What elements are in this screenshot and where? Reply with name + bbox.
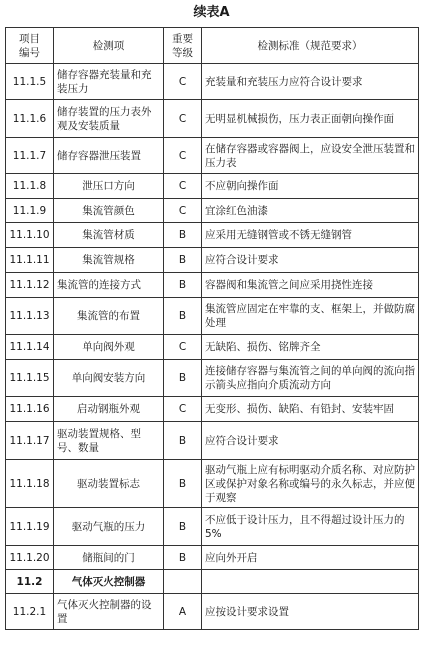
- header-level-line2: 等级: [172, 46, 193, 59]
- table-row: [6, 460, 419, 508]
- cell-standard: 无变形、损伤、缺陷、有铅封、安装牢固: [202, 397, 419, 422]
- cell-item-number: 11.1.7: [6, 138, 54, 174]
- cell-importance-level: B: [164, 223, 202, 248]
- cell-check-item: 气体灭火控制器: [54, 570, 164, 594]
- spec-table: [5, 27, 419, 630]
- header-level: [164, 28, 202, 64]
- table-row: [6, 100, 419, 138]
- cell-importance-level: A: [164, 594, 202, 630]
- cell-item-number: 11.1.11: [6, 248, 54, 273]
- cell-standard: 连接储存容器与集流管之间的单向阀的流向指示箭头应指向介质流动方向: [202, 360, 419, 397]
- cell-standard: 充装量和充装压力应符合设计要求: [202, 64, 419, 100]
- table-row: [6, 223, 419, 248]
- table-row: [6, 335, 419, 360]
- table-row: [6, 546, 419, 570]
- header-no: [6, 28, 54, 64]
- cell-importance-level: B: [164, 298, 202, 335]
- table-row: [6, 422, 419, 460]
- cell-importance-level: B: [164, 360, 202, 397]
- cell-standard: 应符合设计要求: [202, 248, 419, 273]
- table-row: [6, 174, 419, 199]
- cell-importance-level: C: [164, 100, 202, 138]
- cell-check-item: 储存容器泄压装置: [54, 138, 164, 174]
- table-row: [6, 397, 419, 422]
- cell-item-number: 11.1.16: [6, 397, 54, 422]
- cell-item-number: 11.1.6: [6, 100, 54, 138]
- cell-item-number: 11.1.19: [6, 508, 54, 546]
- cell-check-item: 集流管规格: [54, 248, 164, 273]
- cell-importance-level: C: [164, 138, 202, 174]
- cell-standard: 应符合设计要求: [202, 422, 419, 460]
- cell-item-number: 11.1.10: [6, 223, 54, 248]
- cell-importance-level: C: [164, 335, 202, 360]
- table-row: [6, 199, 419, 223]
- table-row: [6, 64, 419, 100]
- cell-importance-level: C: [164, 397, 202, 422]
- cell-item-number: 11.1.8: [6, 174, 54, 199]
- header-standard: 检测标准（规范要求）: [202, 28, 419, 64]
- cell-importance-level: B: [164, 546, 202, 570]
- cell-item-number: 11.1.18: [6, 460, 54, 508]
- table-header-row: [6, 28, 419, 64]
- cell-importance-level: B: [164, 422, 202, 460]
- cell-item-number: 11.1.15: [6, 360, 54, 397]
- cell-item-number: 11.1.5: [6, 64, 54, 100]
- cell-check-item: 单向阀外观: [54, 335, 164, 360]
- table-row: [6, 360, 419, 397]
- cell-item-number: 11.1.13: [6, 298, 54, 335]
- cell-item-number: 11.2: [6, 570, 54, 594]
- cell-standard: [202, 570, 419, 594]
- cell-standard: 应按设计要求设置: [202, 594, 419, 630]
- table-row: [6, 570, 419, 594]
- cell-check-item: 驱动气瓶的压力: [54, 508, 164, 546]
- cell-check-item: 驱动装置标志: [54, 460, 164, 508]
- cell-item-number: 11.1.17: [6, 422, 54, 460]
- cell-check-item: 集流管的布置: [54, 298, 164, 335]
- table-row: [6, 594, 419, 630]
- cell-check-item: 储存容器充装量和充装压力: [54, 64, 164, 100]
- cell-check-item: 泄压口方向: [54, 174, 164, 199]
- cell-importance-level: C: [164, 64, 202, 100]
- cell-standard: 无明显机械损伤，压力表正面朝向操作面: [202, 100, 419, 138]
- cell-standard: 不应朝向操作面: [202, 174, 419, 199]
- cell-item-number: 11.1.12: [6, 273, 54, 298]
- table-row: [6, 508, 419, 546]
- cell-importance-level: B: [164, 460, 202, 508]
- cell-standard: 集流管应固定在牢靠的支、框架上，并做防腐处理: [202, 298, 419, 335]
- cell-check-item: 储存装置的压力表外观及安装质量: [54, 100, 164, 138]
- cell-importance-level: C: [164, 199, 202, 223]
- cell-check-item: 单向阀安装方向: [54, 360, 164, 397]
- cell-standard: 无缺陷、损伤、铭牌齐全: [202, 335, 419, 360]
- table-row: [6, 138, 419, 174]
- cell-importance-level: B: [164, 508, 202, 546]
- cell-importance-level: B: [164, 248, 202, 273]
- cell-importance-level: [164, 570, 202, 594]
- cell-importance-level: C: [164, 174, 202, 199]
- header-level-line1: 重要: [172, 32, 193, 45]
- cell-check-item: 集流管的连接方式: [54, 273, 164, 298]
- cell-check-item: 驱动装置规格、型号、数量: [54, 422, 164, 460]
- cell-check-item: 集流管材质: [54, 223, 164, 248]
- cell-check-item: 储瓶间的门: [54, 546, 164, 570]
- cell-item-number: 11.2.1: [6, 594, 54, 630]
- cell-item-number: 11.1.14: [6, 335, 54, 360]
- table-row: [6, 298, 419, 335]
- cell-item-number: 11.1.20: [6, 546, 54, 570]
- cell-standard: 应采用无缝钢管或不锈无缝钢管: [202, 223, 419, 248]
- cell-standard: 宜涂红色油漆: [202, 199, 419, 223]
- cell-standard: 在储存容器或容器阀上，应设安全泄压装置和压力表: [202, 138, 419, 174]
- cell-check-item: 气体灭火控制器的设置: [54, 594, 164, 630]
- header-item: 检测项: [54, 28, 164, 64]
- cell-standard: 应向外开启: [202, 546, 419, 570]
- cell-check-item: 启动钢瓶外观: [54, 397, 164, 422]
- table-body: [6, 64, 419, 630]
- cell-check-item: 集流管颜色: [54, 199, 164, 223]
- cell-standard: 驱动气瓶上应有标明驱动介质名称、对应防护区或保护对象名称或编号的永久标志，并应便于观察: [202, 460, 419, 508]
- cell-importance-level: B: [164, 273, 202, 298]
- header-no-line2: 编号: [19, 46, 40, 59]
- cell-standard: 容器阀和集流管之间应采用挠性连接: [202, 273, 419, 298]
- table-caption: 续表A: [193, 5, 230, 20]
- cell-item-number: 11.1.9: [6, 199, 54, 223]
- cell-standard: 不应低于设计压力，且不得超过设计压力的5%: [202, 508, 419, 546]
- header-no-line1: 项目: [19, 32, 40, 45]
- table-row: [6, 248, 419, 273]
- table-row: [6, 273, 419, 298]
